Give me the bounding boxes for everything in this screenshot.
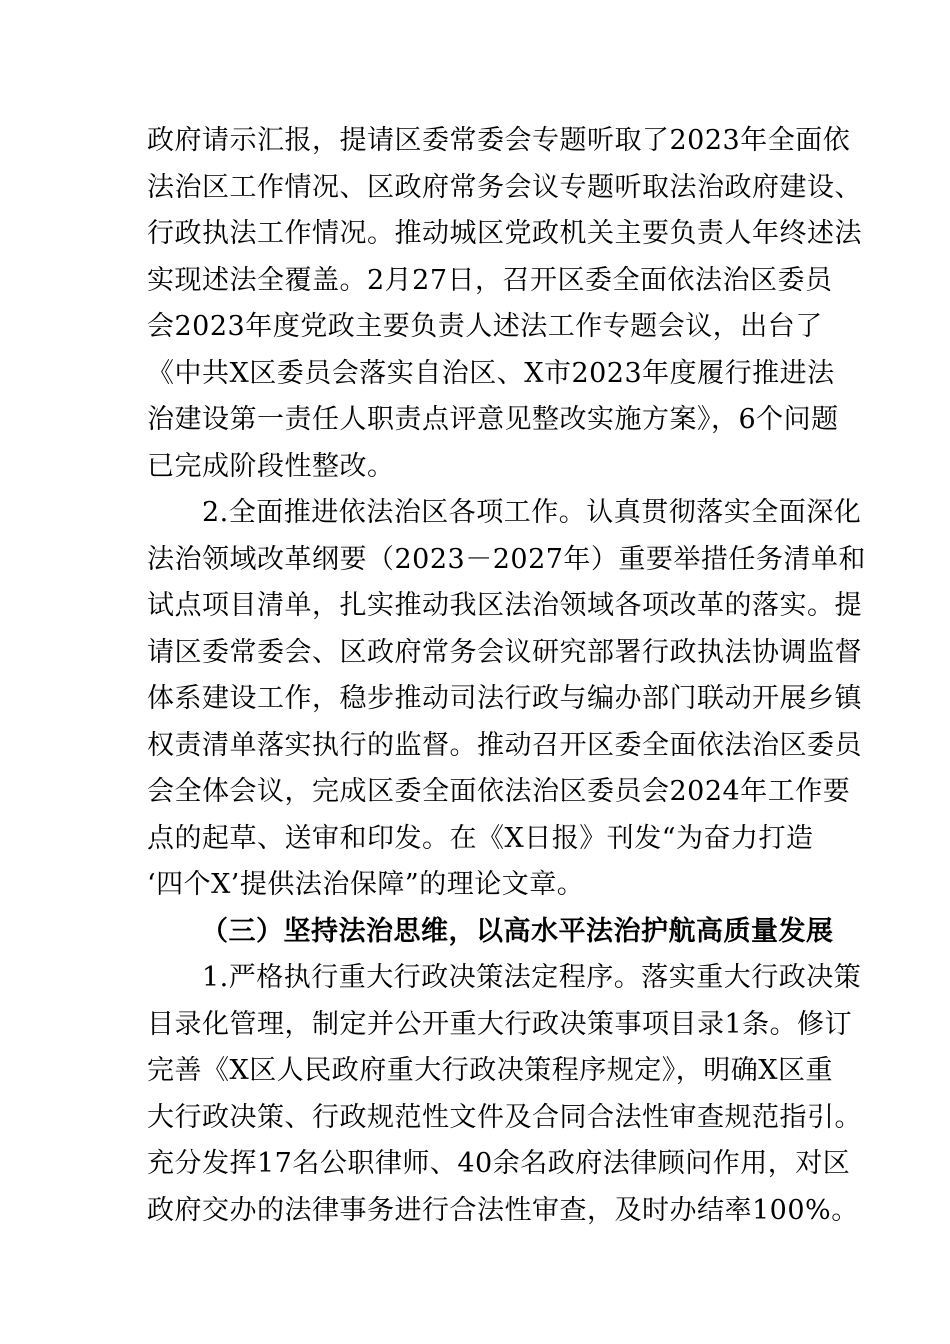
paragraph-line: ‘四个X’提供法治保障”的理论文章。 — [147, 869, 585, 900]
paragraph-line: 《中共X区委员会落实自治区、X市2023年度履行推进法 — [147, 357, 835, 389]
paragraph-line: 行政执法工作情况。推动城区党政机关主要负责人年终述法 — [147, 218, 862, 249]
paragraph-line: 体系建设工作，稳步推动司法行政与编办部门联动开展乡镇 — [147, 683, 862, 714]
paragraph-line: 点的起草、送审和印发。在《X日报》刊发“为奋力打造 — [147, 822, 814, 854]
paragraph-line: 完善《X区人民政府重大行政决策程序规定》，明确X区重 — [147, 1055, 833, 1086]
paragraph-line: 1.严格执行重大行政决策法定程序。落实重大行政决策 — [147, 962, 862, 993]
paragraph-line: 政府请示汇报，提请区委常委会专题听取了2023年全面依 — [147, 125, 851, 156]
paragraph-line: 权责清单落实执行的监督。推动召开区委全面依法治区委员 — [147, 729, 862, 761]
paragraph-line: 治建设第一责任人职责点评意见整改实施方案》，6个问题 — [147, 404, 839, 435]
document-body — [147, 118, 866, 1234]
paragraph-line: 法治领域改革纲要（2023－2027年）重要举措任务清单和 — [147, 543, 866, 575]
paragraph-line: 目录化管理，制定并公开重大行政决策事项目录1条。修订 — [147, 1008, 853, 1040]
paragraph-line: 试点项目清单，扎实推动我区法治领域各项改革的落实。提 — [147, 590, 862, 621]
paragraph-line: 2.全面推进依法治区各项工作。认真贯彻落实全面深化 — [147, 497, 862, 528]
paragraph-line: 会2023年度党政主要负责人述法工作专题会议，出台了 — [147, 311, 823, 342]
section-heading: （三）坚持法治思维，以高水平法治护航高质量发展 — [201, 915, 834, 947]
paragraph-line: 已完成阶段性整改。 — [147, 450, 395, 482]
paragraph-line: 政府交办的法律事务进行合法性审查，及时办结率100%。 — [147, 1194, 859, 1226]
paragraph-line: 充分发挥17名公职律师、40余名政府法律顾问作用，对区 — [147, 1148, 851, 1179]
paragraph-line: 大行政决策、行政规范性文件及合同合法性审查规范指引。 — [147, 1101, 862, 1133]
paragraph-line: 会全体会议，完成区委全面依法治区委员会2024年工作要 — [147, 776, 851, 807]
paragraph-line: 实现述法全覆盖。2月27日，召开区委全面依法治区委员 — [147, 264, 833, 296]
paragraph-line: 法治区工作情况、区政府常务会议专题听取法治政府建设、 — [147, 171, 862, 203]
paragraph-line: 请区委常委会、区政府常务会议研究部署行政执法协调监督 — [147, 636, 862, 668]
